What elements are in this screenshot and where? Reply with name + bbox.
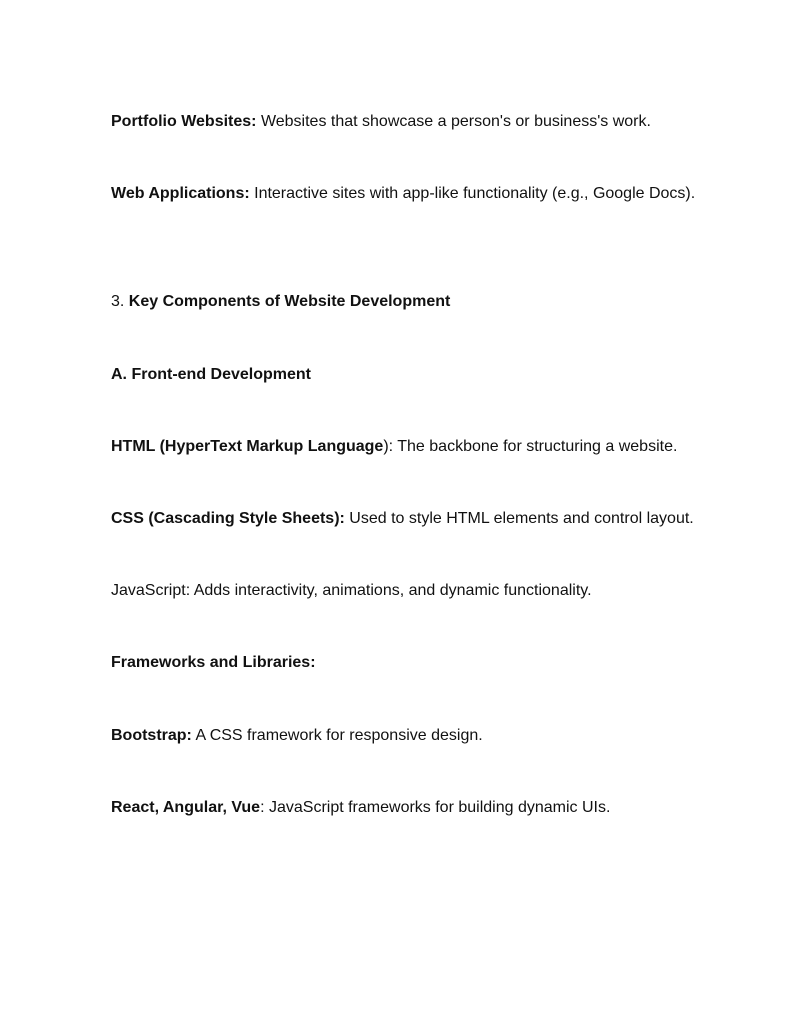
- bootstrap-text: A CSS framework for responsive design.: [191, 727, 483, 744]
- web-applications-item: [111, 184, 695, 204]
- bootstrap-term: Bootstrap:: [111, 727, 192, 744]
- javascript-text: JavaScript: Adds interactivity, animations, and dynamic functionality.: [111, 582, 592, 599]
- section-3-number: 3.: [111, 293, 129, 310]
- css-text: Used to style HTML elements and control layout.: [344, 510, 694, 527]
- section-3-heading: [111, 292, 450, 312]
- react-angular-vue-term: React, Angular, Vue: [111, 799, 261, 816]
- bootstrap-item: [111, 726, 483, 746]
- html-item: [111, 437, 677, 457]
- portfolio-websites-item: [111, 112, 651, 132]
- section-3-title: Key Components of Website Development: [128, 293, 451, 310]
- html-term: HTML (HyperText Markup Language: [111, 438, 384, 455]
- portfolio-websites-term: Portfolio Websites:: [111, 113, 257, 130]
- javascript-item: [111, 581, 592, 601]
- subsection-a-title: A. Front-end Development: [111, 366, 312, 383]
- react-angular-vue-item: [111, 798, 610, 818]
- frameworks-heading: [111, 653, 316, 673]
- subsection-a-heading: [111, 365, 311, 385]
- web-applications-term: Web Applications:: [111, 185, 250, 202]
- css-item: [111, 509, 694, 529]
- css-term: CSS (Cascading Style Sheets):: [111, 510, 345, 527]
- react-angular-vue-text: : JavaScript frameworks for building dynamic UIs.: [260, 799, 611, 816]
- portfolio-websites-text: Websites that showcase a person's or business's work.: [256, 113, 651, 130]
- frameworks-title: Frameworks and Libraries:: [111, 654, 316, 671]
- html-text: ): The backbone for structuring a website.: [383, 438, 678, 455]
- web-applications-text: Interactive sites with app-like functionality (e.g., Google Docs).: [249, 185, 696, 202]
